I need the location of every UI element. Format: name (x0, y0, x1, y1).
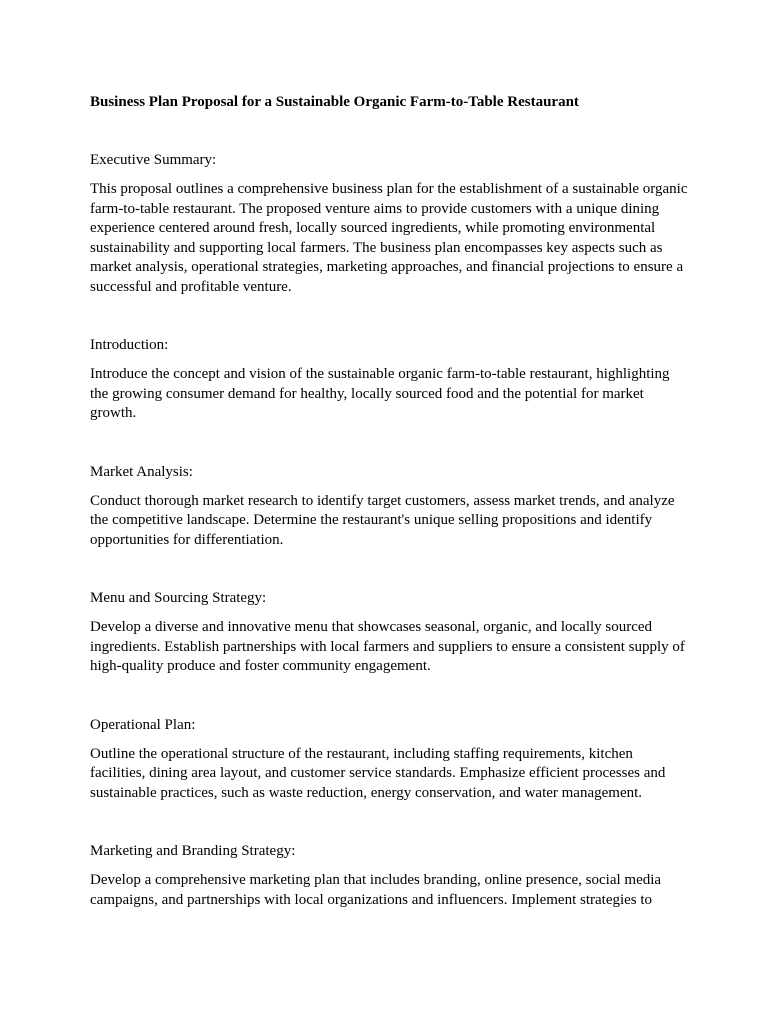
section-heading: Marketing and Branding Strategy: (90, 843, 296, 859)
document-section (90, 151, 689, 297)
document-title: Business Plan Proposal for a Sustainable Organic Farm-to-Table Restaurant (90, 94, 579, 110)
document-section (90, 463, 689, 551)
section-body: Outline the operational structure of the restaurant, including staffing requirements, kitchen facilities, dining area layout, and customer service standards. Emphasize efficient processes and sustainable practices, such as waste reduction, energy conservation, and water management. (90, 745, 666, 801)
section-heading: Introduction: (90, 337, 169, 353)
document-section (90, 336, 689, 424)
document-section (90, 589, 689, 677)
document-section (90, 716, 689, 804)
section-heading: Market Analysis: (90, 463, 193, 480)
section-heading: Executive Summary: (90, 152, 217, 168)
document-section (90, 842, 689, 910)
document-sections (90, 151, 689, 910)
document-content (90, 93, 689, 910)
section-body: Conduct thorough market research to identify target customers, assess market trends, and analyze the competitive landscape. Determine the restaurant's unique selling propositions and identify opportunities for differentiation. (90, 492, 675, 548)
section-body: Develop a comprehensive marketing plan that includes branding, online presence, social media campaigns, and partnerships with local organizations and influencers. Implement strategies to (90, 872, 662, 908)
section-body: Introduce the concept and vision of the sustainable organic farm-to-table restaurant, highlighting the growing consumer demand for healthy, locally sourced food and the potential for market growth. (90, 366, 670, 421)
section-body: Develop a diverse and innovative menu that showcases seasonal, organic, and locally sourced ingredients. Establish partnerships with local farmers and suppliers to ensure a consistent supply of high-quality produce and foster community engagement. (90, 619, 685, 674)
section-heading: Operational Plan: (90, 716, 196, 733)
section-body: This proposal outlines a comprehensive business plan for the establishment of a sustainable organic farm-to-table restaurant. The proposed venture aims to provide customers with a unique dining experience centered around fresh, locally sourced ingredients, while promoting environmental sustainability and supporting local farmers. The business plan encompasses key aspects such as market analysis, operational strategies, marketing approaches, and financial projections to ensure a successful and profitable venture. (90, 181, 688, 295)
section-heading: Menu and Sourcing Strategy: (90, 590, 267, 606)
